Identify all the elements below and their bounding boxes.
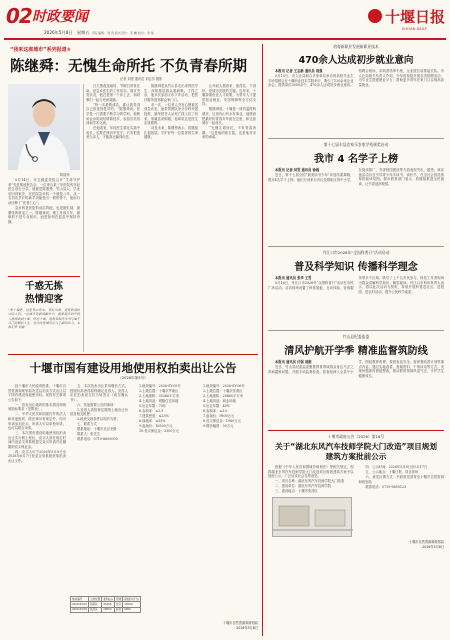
sidebar-title: 千惑无拣 热情迎客	[24, 281, 63, 305]
page-number: 02	[6, 4, 32, 28]
lead-paragraph: 谈及未来，陈继舜表示，将继续扎根基层，守护好每一位患者的生命健康。	[144, 126, 198, 140]
section-divider	[262, 44, 263, 636]
announcement-headline: 十堰市国有建设用地使用权拍卖出让公告	[29, 361, 237, 375]
announcement-paragraph: 经十堰市人民政府批准，十堰市自然资源和规划局决定以拍卖方式出让以下国有建设用地使用权。现将有关事项公告如下：	[8, 384, 66, 402]
announcement-paragraph: 五、本次拍卖出让采用增价方式，按照价高者得原则确定竞得人。竞得人应在拍卖成交后当场签订《成交确认书》。	[70, 384, 128, 402]
announcement-item: 2.土地位置：十堰市茅箭区	[139, 388, 179, 393]
table-cell: 2026-SY-05	[72, 602, 87, 606]
story-byline: 本报讯 通讯员 张华 王雪	[275, 276, 312, 280]
announcement-col-4	[196, 384, 258, 429]
table-cell: 28860	[102, 607, 115, 612]
table-cell: 9800	[123, 607, 141, 612]
lead-paragraph: 白天黑夜连轴转、节假日常常在岗，是急诊医生的工作常态。面对突发状况，他总是第一个冲上去，和同事们一起与死神赛跑。	[86, 84, 140, 102]
announcement-item: 1.地块编号：2026-SY-05号	[139, 384, 181, 388]
site-plan-icon	[273, 498, 353, 538]
paper-pinyin: SHIYAN DAILY	[402, 27, 428, 31]
notice-item: 四、公示时间：2026年5月8日至5月17日	[365, 465, 428, 469]
planning-notice	[268, 434, 444, 549]
section-title: 时政要闻	[32, 9, 88, 25]
table-cell: 2026-SY-06	[72, 608, 87, 612]
story-headline: 普及科学知识 传播科学理念	[294, 262, 418, 273]
announcement-col-2	[70, 384, 128, 442]
story-divider	[268, 138, 444, 139]
announcement-item: 7.起始价：9800万元	[203, 413, 235, 418]
issue-date	[44, 30, 89, 36]
announcement-item: 9.增价幅度：50万元	[203, 423, 234, 428]
story-employment	[268, 44, 444, 88]
lead-col-1	[8, 178, 80, 225]
lead-col-2	[86, 84, 140, 140]
lead-paragraph: “每一次抢救成功，都让我觉得自己的选择是对的。”陈继舜说，医学是一门需要不断学习的学科，他利用业余时间钻研新技术，参加各类培训和学术交流。	[86, 102, 140, 126]
table-header: 地块编号	[71, 597, 89, 602]
paper-name: 十堰日报	[385, 8, 446, 26]
announcement-item: 4.土地用途：商业用地	[203, 398, 236, 403]
announcement-item: 3.土地面积：35266平方米	[139, 393, 180, 398]
weekday-text: 星期五	[76, 30, 90, 35]
notice-item: 五、公示地点：十堰日报、项目现场	[365, 469, 419, 474]
signature-date: 2026年5月8日	[422, 544, 444, 549]
story-headline: 470余人达成初步就业意向	[298, 55, 414, 66]
paper-logo	[368, 4, 446, 34]
column-divider	[83, 84, 84, 352]
announcement-col-3	[132, 384, 192, 434]
announcement-paragraph: 一、拍卖出让地块的基本情况和规划指标要求（见附表）。	[8, 402, 66, 412]
announcement-item: 3.土地面积：28860平方米	[203, 393, 244, 398]
announcement-paragraph: 四、竞买人可于2026年5月8日至2026年6月7日登录交易系统获取拍卖出让文件。	[8, 449, 66, 464]
story-kicker: 丹江口市2026年“全国科普日”活动启动	[322, 250, 390, 255]
lead-col-3	[144, 84, 198, 140]
announcement-item: 9.起始价：16500万元	[139, 423, 173, 428]
table-header: 起始价(万元)	[124, 597, 140, 601]
announcement-paragraph: 1.竞得人须按规定缴纳土地出让价款及相关税费；	[70, 407, 128, 417]
lead-col-4	[202, 84, 256, 140]
announcement-paragraph: 三、本次国有建设用地使用权拍卖出让实行网上报价，竞买人须在规定时间内登录交易系统提交竞买申请并足额缴纳竞买保证金。	[8, 431, 66, 449]
story-body	[268, 276, 444, 294]
notice-item: 二、建设单位：湖北东风汽车技师学院	[275, 484, 332, 489]
notice-item: 三、建设地点：十堰市张湾区	[275, 489, 318, 494]
story-divider	[268, 246, 444, 247]
story-divider	[268, 430, 444, 431]
sidebar-box	[8, 276, 80, 352]
series-label: “我来这座城市”系列报道⑤	[10, 47, 71, 53]
doctor-portrait-icon	[8, 84, 80, 170]
editors-line: 责任编辑：刘 涛 版式设计：邓 巍 校对：余 俊	[92, 31, 154, 35]
announcement-item: 5.出让年限：40年	[203, 403, 231, 408]
lead-paragraph: 陈继舜是从竹山县走出来的医学生，深知基层群众看病难。工作之余，他多次参加义诊下乡活动，把医疗服务送到群众家门口。	[144, 84, 198, 102]
signature-org: 十堰市自然资源和规划局	[408, 539, 444, 544]
story-kicker: 培育新职业发展新职业技术	[333, 44, 379, 49]
announcement-item: 10.竞买保证金：3300万元	[139, 428, 180, 433]
announcement-top-rule	[8, 354, 258, 355]
photo-caption: 陈继舜	[60, 173, 70, 177]
table-cell: 张湾区	[88, 607, 101, 612]
story-byline: 本报讯 记者 王志新 通讯员 周强	[275, 69, 323, 73]
logo-icon	[368, 9, 382, 23]
footer-org: 十堰市自然资源和规划局	[222, 621, 258, 625]
date-text: 2026年5月8日	[44, 30, 73, 35]
story-kicker: 竹山县纪委监委	[342, 334, 370, 339]
announcement-item: 6.容积率：≤3.0	[203, 408, 228, 413]
notice-item: 六、意见反馈方式：书面意见请寄至十堰市自然资源和规划局	[358, 474, 444, 484]
story-headline: 清风护航开学季 精准监督筑防线	[284, 346, 428, 357]
table-row	[71, 607, 141, 612]
story-paragraph: 5月15日，市人社局联合多家单位举办的高校毕业生专场招聘会在十堰职业技术学院举行，吸引了120余家企业参会，提供岗位3000余个，470余人达成初步就业意向。招聘会现场，求职者络绎不绝，企业展位前排起长队。市人社局相关负责人介绍，今年将持续开展各类招聘活动，为毕业生搭建就业平台，帮助更多青年在家门口实现高质量就业。	[268, 69, 444, 88]
announcement-item: 1.地块编号：2026-SY-06号	[203, 384, 245, 388]
lead-paragraph: 让年轻人愿意来、留得住、干得好，是城市发展的关键。近年来，十堰持续优化人才政策，为青年人才提供创业就业、安居保障等全方位支持。	[202, 84, 256, 107]
announcement-item: 8.竞买保证金：1960万元	[203, 418, 241, 423]
lead-paragraph: 5月14日，市卫健委党组召开“生命守护者”先进事迹报告会，一位来自某三甲医院的年轻医生登台分享。他就是陈继舜，竹山县人，毕业后回到家乡，在医院急诊科一干就是八年。从一名初出茅庐的新手到能独当一面的骨干，他用行动诠释了“医者仁心”。	[8, 178, 80, 205]
notice-kicker: 十堰市政府公告（2026）第16号	[327, 434, 385, 439]
notice-signature	[268, 539, 444, 549]
story-supervision	[268, 334, 444, 378]
site-plan-image	[272, 497, 352, 537]
portrait-photo	[8, 84, 80, 170]
page-header	[0, 0, 450, 40]
notice-body	[268, 465, 444, 494]
sidebar-text: “来十堰吧，这里有山有水、有好风景，更有热情好客的人们。”在城市更新的脚步中，越来越多的年轻人选择来到十堰、留在十堰，用青春和汗水书写属于自己的精彩人生，也为这座城市注入了新的活力。本报记者 刘建	[8, 308, 80, 330]
lead-byline: 记者 刘建 通讯员 刘会芳 摄影	[120, 77, 163, 81]
notice-item: 一、项目名称：湖北东风汽车技师学院大门改造	[275, 479, 345, 484]
story-reading	[268, 142, 444, 186]
story-byline: 本报讯 记者 刘雯 通讯员 徐娟	[275, 168, 320, 172]
table-cell: 35266	[102, 602, 115, 607]
story-headline: 我市 4 名学子上榜	[314, 154, 398, 165]
table-header: 面积(㎡)	[103, 597, 114, 601]
announcement-item: 8.绿地率：≥35%	[139, 418, 166, 423]
announcement-item: 6.容积率：≤2.5	[139, 408, 164, 413]
story-body	[268, 360, 444, 378]
notice-item: 联系电话：0719-8650123	[365, 484, 407, 489]
announcement-item: 5.出让年限：70年	[139, 403, 167, 408]
story-byline: 本报讯 通讯员 付强 周刚	[275, 360, 312, 364]
table-cell: 商业	[116, 608, 122, 612]
parcel-table	[70, 596, 141, 613]
announcement-footer	[196, 620, 258, 630]
lead-paragraph: 在他看来，年轻医生要在实践中成长，也要在挫折中坚守，只有把患者当亲人，才能真正赢得信任。	[86, 126, 140, 140]
announcement-paragraph: 七、联系方式	[77, 422, 97, 427]
announcement-subline: （2026年第5号）	[118, 376, 148, 380]
announcement-paragraph: 2.地块交地条件以现状为准；	[77, 417, 120, 422]
story-paragraph: 近日，第十七届全国“最美读书少年”评选结果揭晓，我市4名学子上榜。他们分别来自市区及郧阳区的中小学，在阅读推广、书香校园建设等方面表现突出。据悉，该评选活动旨在引导青少年多读书、读好书，在全社会营造浓厚的阅读氛围。我市教育部门表示，将继续推进全民阅读，让书香浸润校园。	[268, 168, 444, 186]
lead-paragraph: 急诊科是医院的前沿阵地，也是最忙碌、最紧张的科室之一。陈继舜说，刚工作那几年，最难的不是专业知识，而是如何在混乱中保持冷静。	[8, 205, 80, 224]
lead-headline: 陈继舜：无愧生命所托 不负青春所期	[10, 59, 248, 75]
story-science	[268, 250, 444, 294]
story-kicker: 第十七届丰县农家乐农家学苑颁奖启动	[323, 142, 389, 147]
table-cell: 16500	[123, 602, 141, 607]
table-header: 土地位置	[89, 597, 101, 601]
story-body	[268, 168, 444, 186]
story-body	[268, 69, 444, 88]
announcement-paragraph: 六、其他需要公告的事项：	[77, 402, 117, 407]
story-divider	[268, 330, 444, 331]
masthead-rule	[4, 38, 446, 40]
announcement-paragraph: 二、中华人民共和国境内外的法人和其他组织，除法律另有规定外，均可申请参加竞买。申请人可以单独申请，也可以联合申请。	[8, 412, 66, 431]
story-paragraph: 5月16日，丹江口市2026年“全国科普日”活动在市民广场启动。活动现场设置了科普展板、互动体验、咨询服务等多个区域，吸引了上千名市民参与。科技工作者现场为群众讲解科学知识，解答疑问。丹江口市科协负责人表示，将以此次活动为契机，持续开展科普进社区、进校园、进农村活动，提升公民科学素质。	[268, 276, 444, 294]
notice-headline: 关于“湖北东风汽车技师学院大门改造”项目规划建筑方案批前公示	[275, 442, 437, 461]
announcement-paragraph: 联系人：张先生	[77, 432, 101, 437]
table-cell: 住宅	[116, 602, 122, 606]
announcement-paragraph: 联系地址：十堰市北京北路	[77, 427, 117, 432]
announcement-item: 7.建筑密度：≤25%	[139, 413, 169, 418]
lead-paragraph: 有一次，一位老人突发心梗被送到急诊室，他带领团队争分夺秒开展抢救，最终把老人从死亡线上拉了回来。家属送来锦旗，他却说这是医生应该做的。	[144, 102, 198, 126]
announcement-paragraph: 联系电话：0719-8650000	[77, 437, 118, 442]
announcement-col-1	[8, 384, 66, 464]
story-paragraph: 近日，竹山县纪委监委聚焦教育领域群众身边不正之风和腐败问题，开展专项监督检查。检查组深入全县中小学，围绕教育收费、校园食品安全、营养餐改善计划等重点内容，通过实地查看、查阅资料、个别谈话等方式，发现问题即时督促整改，推动教育领域风清气正，守护学生健康成长。	[268, 360, 444, 378]
footer-date: 2026年5月8日	[236, 626, 258, 630]
lead-paragraph: 陈继舜说，十堰是一座有温度的城市，这里有山有水有事业，他愿意把最好的青春年华留在这里，和这座城市一起成长。	[202, 107, 256, 126]
announcement-item: 4.土地用途：城镇住宅用地	[139, 398, 179, 403]
land-parcel-table	[70, 596, 141, 613]
announcement-item: 2.土地位置：十堰市张湾区	[203, 388, 243, 393]
table-cell: 茅箭区	[88, 602, 101, 607]
lead-paragraph: “无愧生命所托，不负青春所期。”这是他的座右铭，也是他对未来的承诺。	[202, 126, 256, 140]
notice-paragraph: 根据《中华人民共和国城乡规划法》等相关规定，现将湖北东风汽车技师学院大门改造项目规划建筑方案予以批前公示，广泛征求社会各界意见。	[268, 465, 354, 479]
table-header: 用途	[116, 597, 122, 601]
